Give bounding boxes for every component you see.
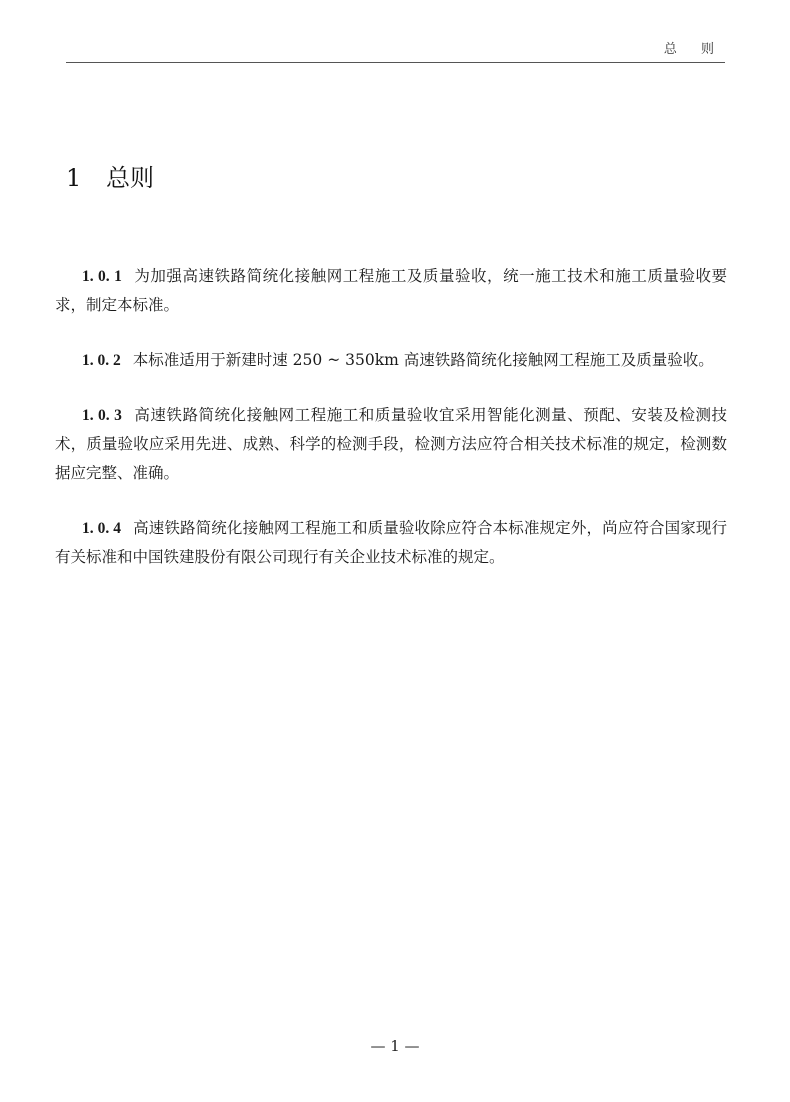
- chapter-title: [66, 158, 154, 193]
- clause-number: 1. 0. 1: [82, 268, 122, 285]
- clause-number: 1. 0. 3: [82, 407, 122, 424]
- running-header: 总 则: [663, 42, 724, 57]
- clause-text: 本标准适用于新建时速 250 ~ 350km 高速铁路简统化接触网工程施工及质量验收。: [132, 351, 714, 369]
- chapter-number: 1: [66, 164, 82, 192]
- clause-1-0-2: [55, 346, 727, 375]
- clause-1-0-1: [55, 262, 727, 320]
- header-rule: [66, 62, 725, 63]
- chapter-title-text: 总则: [106, 164, 154, 192]
- clause-number: 1. 0. 2: [82, 352, 121, 369]
- clause-text: 高速铁路简统化接触网工程施工和质量验收宜采用智能化测量、预配、安装及检测技术，质量验收应采用先进、成熟、科学的检测手段，检测方法应符合相关技术标准的规定，检测数据应完整、准确。: [55, 406, 728, 482]
- clause-text: 高速铁路简统化接触网工程施工和质量验收除应符合本标准规定外，尚应符合国家现行有关标准和中国铁建股份有限公司现行有关企业技术标准的规定。: [55, 519, 727, 566]
- clause-text: 为加强高速铁路简统化接触网工程施工及质量验收，统一施工技术和施工质量验收要求，制定本标准。: [55, 267, 728, 314]
- page-number: — 1 —: [370, 1037, 420, 1055]
- clause-1-0-3: [55, 401, 727, 488]
- clause-list: [55, 262, 727, 598]
- clause-1-0-4: [55, 514, 727, 572]
- clause-number: 1. 0. 4: [82, 520, 122, 537]
